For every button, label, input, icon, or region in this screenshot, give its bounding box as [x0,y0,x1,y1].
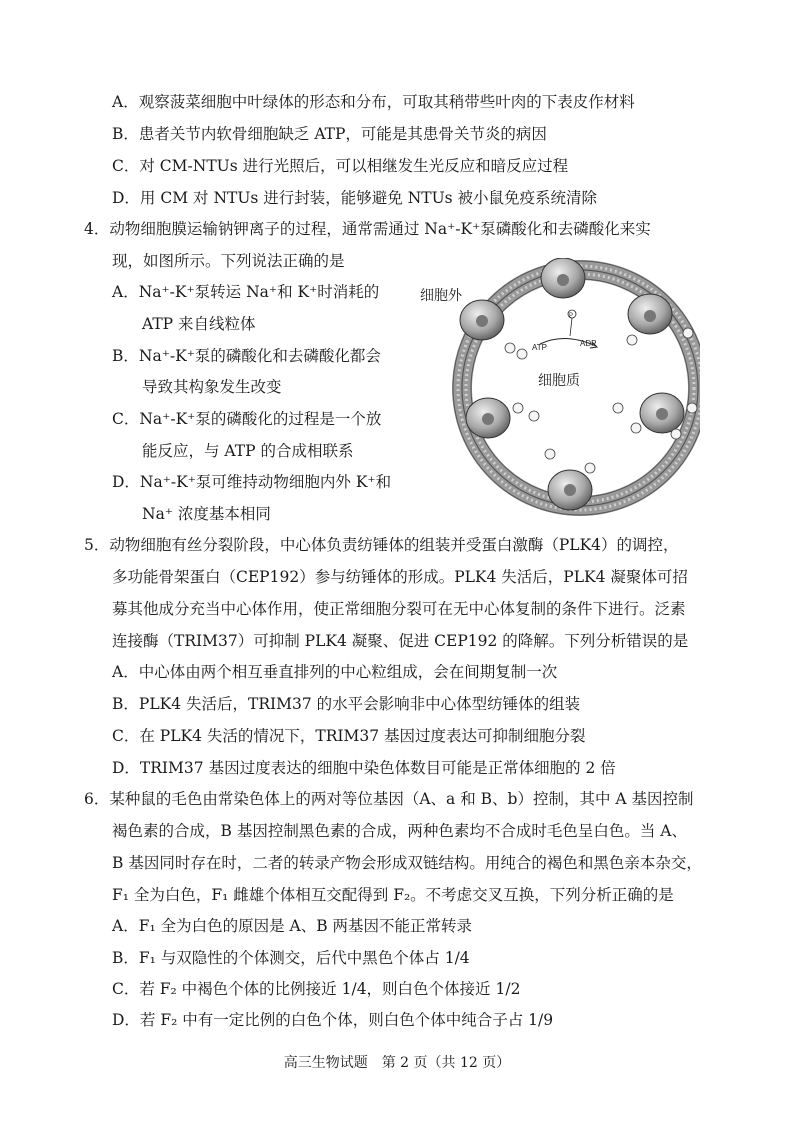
q6-stem-line3: B 基因同时存在时，二者的转录产物会形成双链结构。用纯合的褐色和黑色亲本杂交， [112,854,702,872]
q4-option-d: D．Na⁺-K⁺泵可维持动物细胞内外 K⁺和 [112,473,392,491]
q4-stem-line2: 现，如图所示。下列说法正确的是 [112,252,345,270]
sodium-potassium-pump-figure [400,258,700,518]
label-adp: ADP [580,339,597,348]
q5-stem-line2: 多功能骨架蛋白（CEP192）参与纺锤体的形成。PLK4 失活后，PLK4 凝聚体可招 [112,568,688,586]
pump-6 [460,300,504,340]
q5-option-a: A．中心体由两个相互垂直排列的中心粒组成，会在间期复制一次 [112,663,558,681]
q4-option-a: A．Na⁺-K⁺泵转运 Na⁺和 K⁺时消耗的 [112,283,380,301]
q4-option-d-cont: Na⁺ 浓度基本相同 [142,505,271,523]
pump-3 [640,393,684,433]
q6-option-b: B．F₁ 与双隐性的个体测交，后代中黑色个体占 1/4 [112,949,470,967]
q6-option-a: A．F₁ 全为白色的原因是 A、B 两基因不能正常转录 [112,917,473,935]
q6-option-c: C．若 F₂ 中褐色个体的比例接近 1/4，则白色个体接近 1/2 [112,980,521,998]
q3-option-c: C．对 CM-NTUs 进行光照后，可以相继发生光反应和暗反应过程 [112,157,569,175]
q5-stem-line3: 募其他成分充当中心体作用，使正常细胞分裂可在无中心体复制的条件下进行。泛素 [112,600,686,618]
label-phosphate: P [569,313,574,319]
q6-option-d: D．若 F₂ 中有一定比例的白色个体，则白色个体中纯合子占 1/9 [112,1011,554,1029]
q3-option-d: D．用 CM 对 NTUs 进行封装，能够避免 NTUs 被小鼠免疫系统清除 [112,189,598,207]
q5-option-b: B．PLK4 失活后，TRIM37 的水平会影响非中心体型纺锤体的组装 [112,695,581,713]
q5-stem-line1: 5．动物细胞有丝分裂阶段，中心体负责纺锤体的组装并受蛋白激酶（PLK4）的调控， [84,536,679,554]
q6-stem-line1: 6．某种鼠的毛色由常染色体上的两对等位基因（A、a 和 B、b）控制，其中 A 基因控制 [84,790,694,808]
pump-5 [466,398,510,438]
q6-stem-line4: F₁ 全为白色，F₁ 雌雄个体相互交配得到 F₂。不考虑交叉互换，下列分析正确的是 [112,886,674,904]
q4-option-b: B．Na⁺-K⁺泵的磷酸化和去磷酸化都会 [112,347,381,365]
pump-4 [548,470,592,510]
pump-2 [628,294,672,334]
q5-option-d: D．TRIM37 基因过度表达的细胞中染色体数目可能是正常体细胞的 2 倍 [112,759,616,777]
q4-option-a-cont: ATP 来自线粒体 [142,315,256,333]
q4-stem-line1: 4．动物细胞膜运输钠钾离子的过程，通常需通过 Na⁺-K⁺泵磷酸化和去磷酸化来实 [84,220,651,238]
label-cytoplasm: 细胞质 [538,374,580,389]
q3-option-b: B．患者关节内软骨细胞缺乏 ATP，可能是其患骨关节炎的病因 [112,125,547,143]
q4-option-b-cont: 导致其构象发生改变 [142,378,282,396]
q3-option-a: A．观察菠菜细胞中叶绿体的形态和分布，可取其稍带些叶肉的下表皮作材料 [112,93,635,111]
q6-stem-line2: 褐色素的合成，B 基因控制黑色素的合成，两种色素均不合成时毛色呈白色。当 A、 [112,822,687,840]
q5-stem-line4: 连接酶（TRIM37）可抑制 PLK4 凝聚、促进 CEP192 的降解。下列分析错误的是 [112,632,689,650]
page-footer: 高三生物试题 第 2 页（共 12 页） [283,1055,511,1071]
label-outside: 细胞外 [420,289,462,304]
label-atp: ATP [532,343,547,352]
q4-option-c: C．Na⁺-K⁺泵的磷酸化的过程是一个放 [112,410,382,428]
q5-option-c: C．在 PLK4 失活的情况下，TRIM37 基因过度表达可抑制细胞分裂 [112,727,586,745]
pump-1 [541,258,585,298]
q4-option-c-cont: 能反应，与 ATP 的合成相联系 [142,442,354,460]
